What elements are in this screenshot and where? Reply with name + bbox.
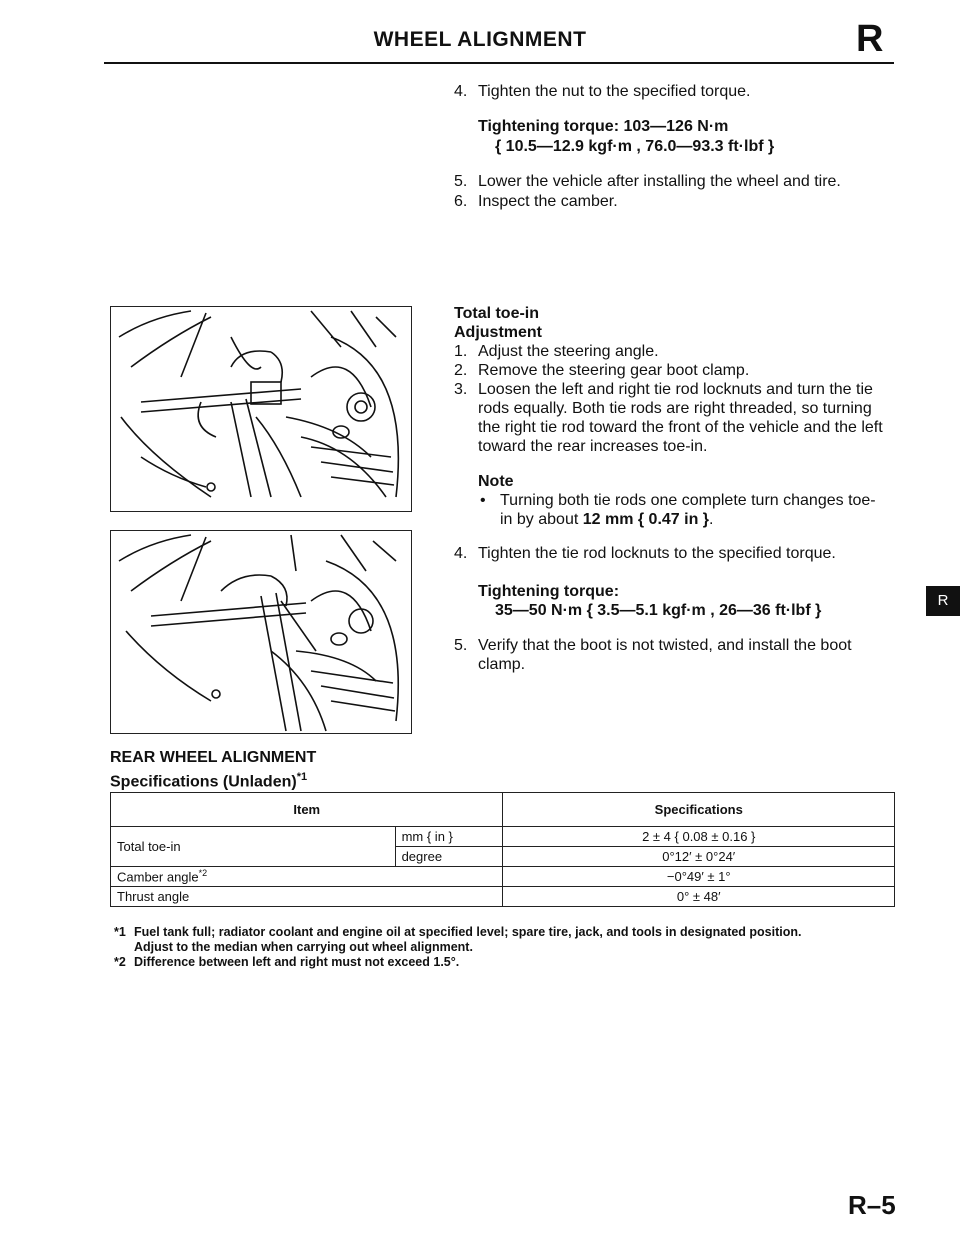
note-label: Note	[478, 473, 514, 490]
step-number: 2.	[454, 362, 468, 379]
figure-locknut-tightening	[110, 530, 412, 734]
torque-lower-line2: 35—50 N·m { 3.5—5.1 kgf·m , 26—36 ft·lbf }	[495, 602, 822, 619]
header-specifications: Specifications	[503, 793, 895, 827]
rear-alignment-heading: REAR WHEEL ALIGNMENT	[110, 749, 317, 766]
toe-step-2	[454, 361, 914, 381]
specifications-text: Specifications (Unladen)	[110, 773, 297, 791]
adjustment-heading: Adjustment	[454, 324, 542, 341]
step-number: 5.	[454, 173, 468, 190]
step-text: Lower the vehicle after installing the wheel and tire.	[478, 173, 841, 190]
toe-step-3	[454, 380, 914, 460]
section-letter: R	[856, 18, 884, 60]
step-text: Adjust the steering angle.	[478, 343, 659, 360]
step-text: Inspect the camber.	[478, 193, 618, 210]
section-tab: R	[926, 586, 960, 616]
footnote-2-line1: Difference between left and right must not exceed 1.5°.	[134, 955, 460, 969]
footnote-1-mark: *1	[114, 925, 126, 939]
step-5-top	[454, 172, 914, 192]
step-text-line: clamp.	[478, 656, 526, 673]
note-text: in by about	[500, 511, 583, 528]
camber-label	[111, 867, 503, 887]
toe-mm-value: 2 ± 4 { 0.08 ± 0.16 }	[503, 827, 895, 847]
locknut-wrench-illustration	[111, 531, 411, 733]
table-row	[111, 827, 895, 847]
note-line-2	[500, 510, 713, 530]
toe-step-4	[454, 544, 914, 564]
table-header-row	[111, 793, 895, 827]
torque-top-line2: { 10.5—12.9 kgf·m , 76.0—93.3 ft·lbf }	[495, 138, 775, 155]
torque-lower-line1: Tightening torque:	[478, 583, 620, 600]
step-number: 5.	[454, 637, 468, 654]
toe-step-5	[454, 636, 914, 676]
step-text-line: Verify that the boot is not twisted, and install the boot	[478, 637, 852, 654]
step-text-line: rods equally. Both tie rods are right threaded, so turning	[478, 400, 872, 417]
toe-in-label: Total toe-in	[111, 827, 396, 867]
step-number: 6.	[454, 193, 468, 210]
table-row	[111, 867, 895, 887]
thrust-label: Thrust angle	[111, 887, 503, 907]
toe-in-heading: Total toe-in	[454, 305, 540, 322]
step-6-top	[454, 192, 914, 212]
step-text-line: the right tie rod toward the front of the vehicle and the left	[478, 419, 883, 436]
thrust-value: 0° ± 48′	[503, 887, 895, 907]
footnote-1-line2: Adjust to the median when carrying out wheel alignment.	[134, 940, 473, 954]
step-text: Tighten the tie rod locknuts to the specified torque.	[478, 545, 836, 562]
header-rule	[104, 62, 894, 64]
note-text: .	[709, 511, 714, 528]
figure-tie-rod-adjustment	[110, 306, 412, 512]
page-title: WHEEL ALIGNMENT	[373, 28, 587, 51]
footnote-1-line1: Fuel tank full; radiator coolant and engine oil at specified level; spare tire, jack, and tools in designated position.	[134, 925, 802, 939]
step-text: Remove the steering gear boot clamp.	[478, 362, 750, 379]
step-4-top	[454, 82, 914, 102]
step-number: 4.	[454, 83, 468, 100]
table-row	[111, 887, 895, 907]
specifications-heading	[110, 767, 307, 792]
spec-table	[110, 792, 895, 907]
note-line-1: Turning both tie rods one complete turn changes toe-	[500, 492, 876, 509]
step-number: 3.	[454, 381, 468, 398]
step-number: 1.	[454, 343, 468, 360]
note-value: 12 mm { 0.47 in }	[582, 511, 710, 528]
tie-rod-wrench-illustration	[111, 307, 411, 511]
camber-value: −0°49′ ± 1°	[503, 867, 895, 887]
torque-top-line1: Tightening torque: 103—126 N·m	[478, 118, 729, 135]
header-item: Item	[111, 793, 503, 827]
toe-degree-value: 0°12′ ± 0°24′	[503, 847, 895, 867]
toe-degree-unit: degree	[395, 847, 503, 867]
footnote-2-mark: *2	[114, 955, 126, 969]
camber-text: Camber angle	[117, 869, 199, 885]
step-text-line: Loosen the left and right tie rod locknuts and turn the tie	[478, 381, 873, 398]
toe-step-1	[454, 342, 914, 362]
step-number: 4.	[454, 545, 468, 562]
toe-mm-unit: mm { in }	[395, 827, 503, 847]
page-number: R–5	[848, 1190, 896, 1220]
note-bullet: •	[480, 492, 486, 509]
footnote-marker: *2	[198, 868, 208, 879]
footnote-marker: *1	[296, 771, 308, 783]
step-text: Tighten the nut to the specified torque.	[478, 83, 751, 100]
step-text-line: toward the rear increases toe-in.	[478, 438, 708, 455]
